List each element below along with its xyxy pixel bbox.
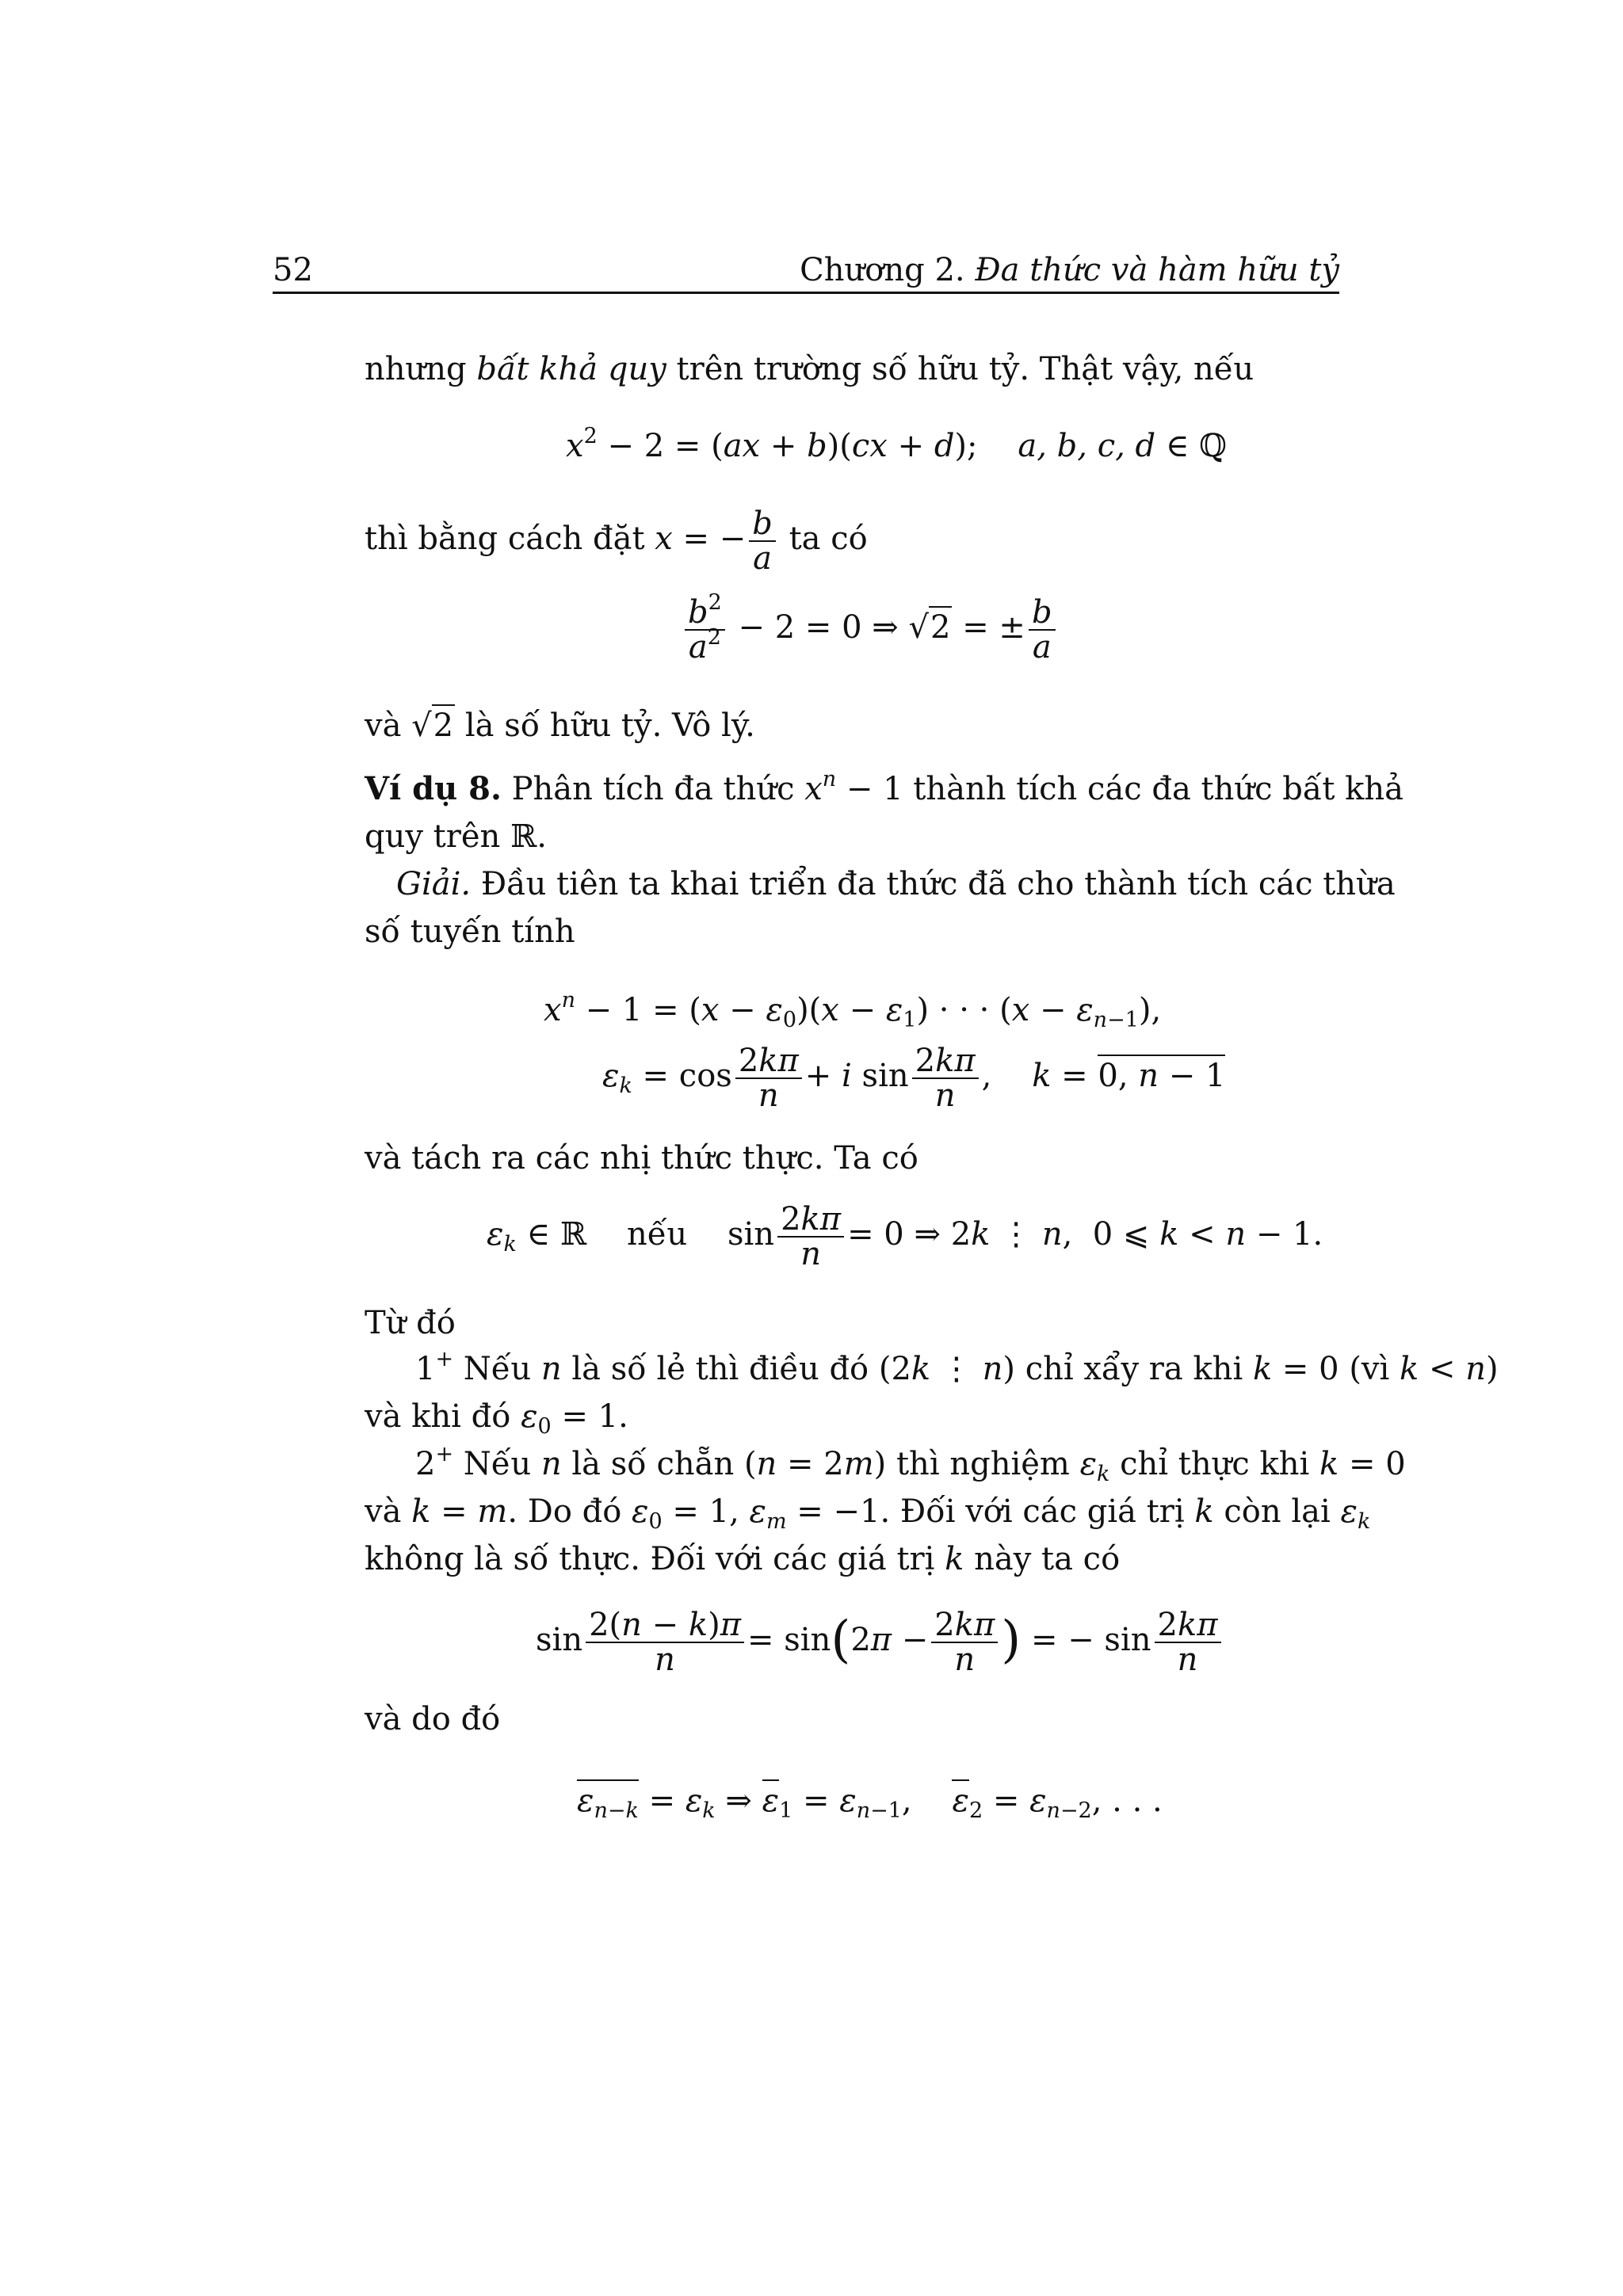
- solution-line-1: Giải. Đầu tiên ta khai triển đa thức đã cho thành tích các thừa: [396, 866, 1396, 902]
- case-1-line-1: 1+ Nếu n là số lẻ thì điều đó (2k ⋮ n) chỉ xẩy ra khi k = 0 (vì k < n): [415, 1347, 1499, 1387]
- example-label: Ví dụ 8.: [365, 770, 502, 807]
- text-line-irreducible: nhưng bất khả quy trên trường số hữu tỷ. Thật vậy, nếu: [365, 351, 1254, 387]
- text-line-va-do-do: và do đó: [365, 1701, 501, 1737]
- example-line-2: quy trên ℝ.: [365, 818, 547, 855]
- text-line-split: và tách ra các nhị thức thực. Ta có: [365, 1140, 918, 1177]
- chapter-prefix: Chương 2.: [800, 252, 965, 288]
- case-2-line-3: không là số thực. Đối với các giá trị k này ta có: [365, 1541, 1121, 1577]
- equation-sqrt2: $\frac{b^2}{a^2}$ − 2 = 0 ⇒ √2 = ± $\frac{b}{a}$: [682, 596, 1059, 664]
- case-2-line-1: 2+ Nếu n là số chẵn (n = 2m) thì nghiệm $\varepsilon_k$ chỉ thực khi k = 0: [415, 1442, 1406, 1486]
- page-header: [273, 247, 1339, 295]
- case-1-line-2: và khi đó $\varepsilon_0 = 1$.: [365, 1398, 628, 1439]
- example-heading-line: Ví dụ 8. Phân tích đa thức $x^n - 1$ thành tích các đa thức bất khả: [365, 767, 1403, 807]
- equation-real-condition: $\varepsilon_k$ ∈ ℝ nếu sin $\frac{2k\pi}{n}$ = 0 ⇒ 2k ⋮ n, 0 ⩽ k < n − 1.: [487, 1201, 1323, 1272]
- equation-conjugates: $\varepsilon_{n-k} = \varepsilon_k$ ⇒ $\varepsilon_1 = \varepsilon_{n-1}$, $\varepsilon_2 = \varepsilon_{n-2}$, . . .: [577, 1783, 1163, 1819]
- header-rule: [273, 292, 1339, 294]
- solution-label: Giải.: [396, 866, 472, 902]
- text-line-substitution: thì bằng cách đặt x = − $\frac{b}{a}$ ta có: [365, 505, 868, 577]
- equation-roots-formula: $\varepsilon_k = \cos$ $\frac{2k\pi}{n}$ + i sin $\frac{2k\pi}{n}$ , k = 0, n − 1: [602, 1043, 1226, 1114]
- text-line-tu-do: Từ đó: [365, 1305, 456, 1341]
- equation-sine-symmetry: sin $\frac{2(n - k)\pi}{n}$ = sin(2π − $\frac{2k\pi}{n}$ ) = − sin $\frac{2k\pi}{n}$: [536, 1608, 1224, 1676]
- equation-factorization: $x^2 - 2 = (ax + b)(cx + d)$; a, b, c, d ∈ ℚ: [566, 424, 1228, 464]
- solution-line-2: số tuyến tính: [365, 913, 575, 950]
- chapter-title: Đa thức và hàm hữu tỷ: [975, 252, 1339, 288]
- page-number: 52: [273, 252, 313, 288]
- case-2-line-2: và k = m. Do đó $\varepsilon_0 = 1$, $\varepsilon_m = -1$. Đối với các giá trị k còn lại $\varepsilon_k$: [365, 1493, 1371, 1534]
- running-title: [800, 252, 1339, 288]
- text-line-contradiction: và √2 là số hữu tỷ. Vô lý.: [365, 705, 755, 746]
- equation-roots-product: $x^n - 1 = (x - \varepsilon_0)(x - \varepsilon_1)$ · · · $(x - \varepsilon_{n-1})$,: [544, 988, 1162, 1032]
